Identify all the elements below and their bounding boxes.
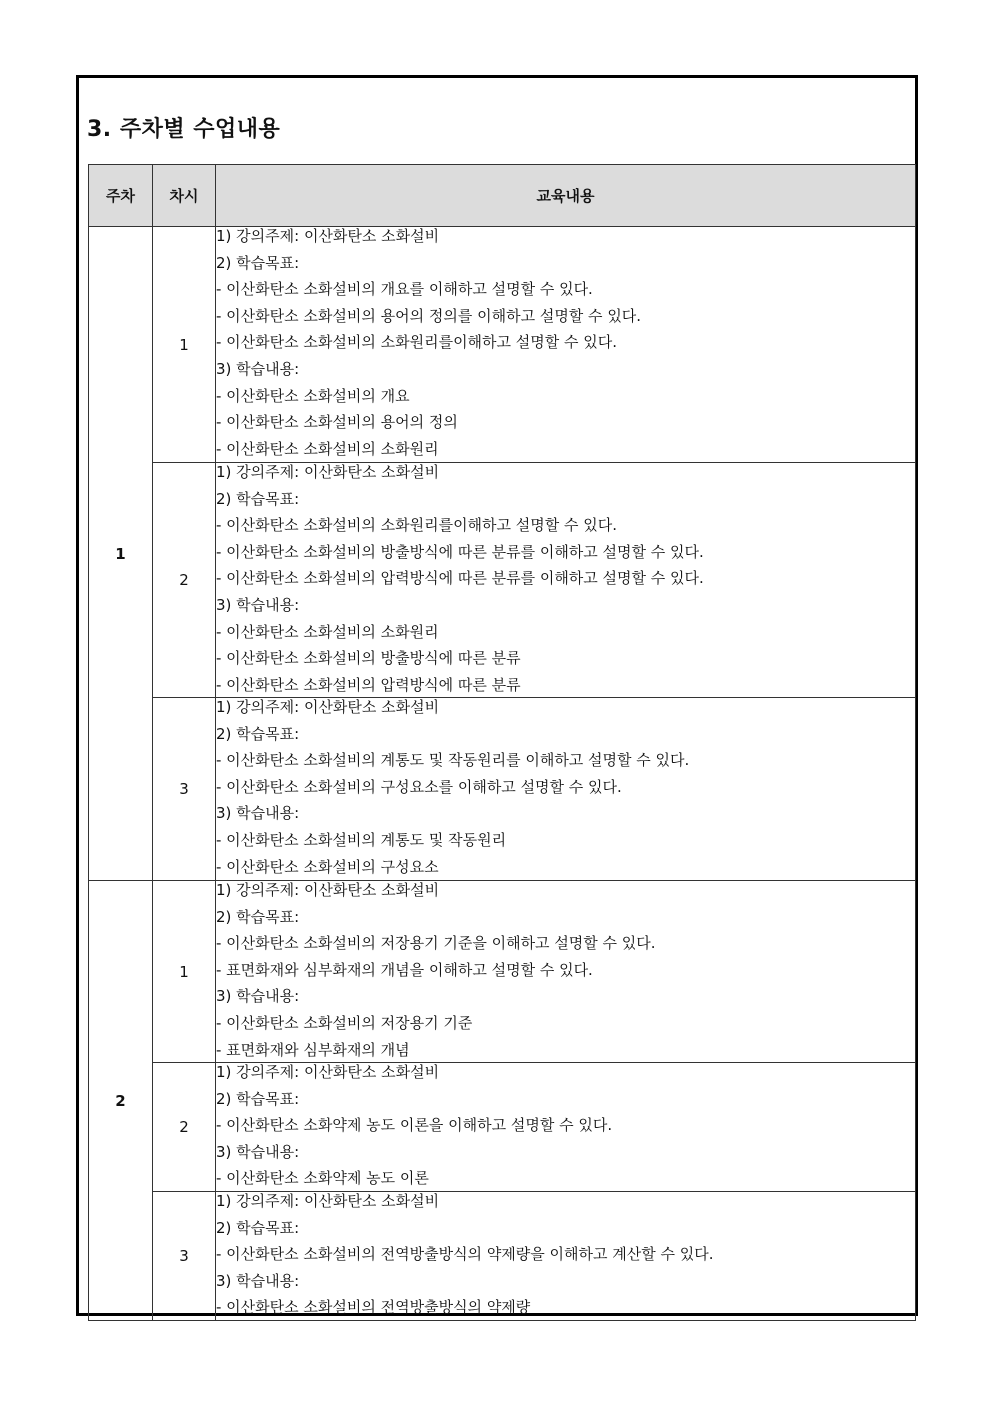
content-line: - 이산화탄소 소화설비의 압력방식에 따른 분류 xyxy=(216,675,521,693)
content-line: 3) 학습내용: xyxy=(216,359,300,378)
session-content xyxy=(216,1063,916,1192)
content-line: - 이산화탄소 소화설비의 계통도 및 작동원리 xyxy=(216,830,507,849)
content-line: - 이산화탄소 소화설비의 구성요소 xyxy=(216,857,439,876)
header-week: 주차 xyxy=(89,165,153,227)
session-number: 2 xyxy=(153,463,216,698)
table-header-row xyxy=(89,165,916,227)
table-row xyxy=(89,1192,916,1321)
week-number: 1 xyxy=(89,227,153,881)
session-number: 1 xyxy=(153,227,216,463)
table-row xyxy=(89,227,916,463)
content-line: - 이산화탄소 소화설비의 소화원리를이해하고 설명할 수 있다. xyxy=(216,516,618,535)
content-line: - 이산화탄소 소화설비의 개요 xyxy=(216,386,410,405)
content-line: - 이산화탄소 소화설비의 소화원리 xyxy=(216,622,439,641)
session-number: 1 xyxy=(153,881,216,1063)
content-line: 3) 학습내용: xyxy=(216,1271,300,1290)
table-row xyxy=(89,698,916,881)
content-line: - 이산화탄소 소화설비의 용어의 정의를 이해하고 설명할 수 있다. xyxy=(216,306,642,325)
content-line: 2) 학습목표: xyxy=(216,1218,300,1237)
content-line: 2) 학습목표: xyxy=(216,489,300,508)
content-line: 1) 강의주제: 이산화탄소 소화설비 xyxy=(216,881,440,899)
content-line: - 이산화탄소 소화설비의 압력방식에 따른 분류를 이해하고 설명할 수 있다. xyxy=(216,569,704,588)
weekly-schedule-table xyxy=(88,164,916,1321)
content-line: 2) 학습목표: xyxy=(216,724,300,743)
content-line: - 이산화탄소 소화설비의 개요를 이해하고 설명할 수 있다. xyxy=(216,280,593,299)
session-number: 2 xyxy=(153,1063,216,1192)
content-line: - 이산화탄소 소화설비의 계통도 및 작동원리를 이해하고 설명할 수 있다. xyxy=(216,751,690,770)
content-line: 3) 학습내용: xyxy=(216,595,300,614)
content-line: - 표면화재와 심부화재의 개념을 이해하고 설명할 수 있다. xyxy=(216,960,593,979)
content-line: 2) 학습목표: xyxy=(216,253,300,272)
content-line: - 이산화탄소 소화설비의 저장용기 기준을 이해하고 설명할 수 있다. xyxy=(216,934,656,953)
content-line: - 이산화탄소 소화설비의 소화원리를이해하고 설명할 수 있다. xyxy=(216,333,618,352)
content-line: 1) 강의주제: 이산화탄소 소화설비 xyxy=(216,698,440,716)
content-line: - 이산화탄소 소화설비의 방출방식에 따른 분류를 이해하고 설명할 수 있다. xyxy=(216,542,704,561)
session-content xyxy=(216,463,916,698)
content-line: 1) 강의주제: 이산화탄소 소화설비 xyxy=(216,1192,440,1210)
session-content xyxy=(216,227,916,463)
content-line: - 이산화탄소 소화설비의 구성요소를 이해하고 설명할 수 있다. xyxy=(216,777,622,796)
table-row xyxy=(89,1063,916,1192)
session-content xyxy=(216,881,916,1063)
content-line: - 이산화탄소 소화설비의 소화원리 xyxy=(216,439,439,458)
content-line: 3) 학습내용: xyxy=(216,987,300,1006)
table-row xyxy=(89,881,916,1063)
session-number: 3 xyxy=(153,698,216,881)
content-line: - 표면화재와 심부화재의 개념 xyxy=(216,1040,410,1058)
header-content: 교육내용 xyxy=(216,165,916,227)
content-line: 1) 강의주제: 이산화탄소 소화설비 xyxy=(216,463,440,481)
week-number: 2 xyxy=(89,881,153,1321)
content-line: 1) 강의주제: 이산화탄소 소화설비 xyxy=(216,227,440,245)
content-line: 2) 학습목표: xyxy=(216,907,300,926)
table-row xyxy=(89,463,916,698)
content-line: 2) 학습목표: xyxy=(216,1089,300,1108)
document-frame xyxy=(76,75,918,1316)
content-line: - 이산화탄소 소화설비의 전역방출방식의 약제량을 이해하고 계산할 수 있다. xyxy=(216,1245,714,1264)
session-content xyxy=(216,698,916,881)
content-line: - 이산화탄소 소화설비의 방출방식에 따른 분류 xyxy=(216,649,521,668)
session-content xyxy=(216,1192,916,1321)
section-title: 3. 주차별 수업내용 xyxy=(87,117,281,142)
content-line: 3) 학습내용: xyxy=(216,804,300,823)
content-line: - 이산화탄소 소화설비의 용어의 정의 xyxy=(216,413,458,432)
content-line: - 이산화탄소 소화설비의 전역방출방식의 약제량 xyxy=(216,1298,531,1316)
content-line: - 이산화탄소 소화약제 농도 이론 xyxy=(216,1169,429,1187)
content-line: 3) 학습내용: xyxy=(216,1142,300,1161)
content-line: - 이산화탄소 소화설비의 저장용기 기준 xyxy=(216,1013,473,1032)
content-line: - 이산화탄소 소화약제 농도 이론을 이해하고 설명할 수 있다. xyxy=(216,1116,613,1135)
header-session: 차시 xyxy=(153,165,216,227)
content-line: 1) 강의주제: 이산화탄소 소화설비 xyxy=(216,1063,440,1081)
session-number: 3 xyxy=(153,1192,216,1321)
